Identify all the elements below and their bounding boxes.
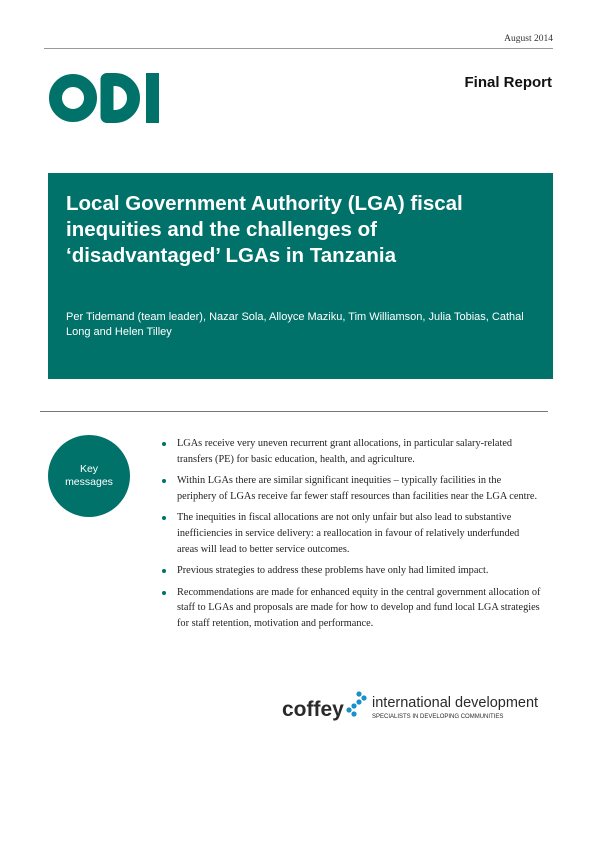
- key-messages-label-line1: Key: [79, 463, 99, 475]
- coffey-symbol-icon: [346, 691, 366, 716]
- key-message-item: [161, 436, 541, 467]
- report-title: Local Government Authority (LGA) fiscal inequities and the challenges of ‘disadvantaged’ LGAs in Tanzania: [66, 192, 463, 267]
- coffey-division: international development: [372, 695, 539, 711]
- key-message-item: [161, 585, 541, 632]
- top-divider: [44, 48, 553, 49]
- key-message-item: [161, 473, 541, 504]
- bullet-icon: [162, 516, 166, 520]
- key-message-item: [161, 563, 541, 579]
- key-messages-list: [161, 436, 541, 638]
- bullet-icon: [162, 591, 166, 595]
- bullet-icon: [162, 479, 166, 483]
- key-message-text: Previous strategies to address these problems have only had limited impact.: [177, 565, 489, 577]
- bullet-icon: [162, 442, 166, 446]
- odi-logo: [49, 72, 164, 124]
- key-message-text: LGAs receive very uneven recurrent grant allocations, in particular salary-related transfers (PE) for basic education, health, and agriculture.: [177, 438, 513, 465]
- bullet-icon: [162, 569, 166, 573]
- key-message-item: [161, 510, 541, 557]
- section-divider: [40, 411, 548, 412]
- key-message-text: Within LGAs there are similar significant inequities – typically facilities in the periphery of LGAs receive far fewer staff resources than facilities near the LGA centre.: [177, 475, 538, 502]
- key-messages-badge: [48, 435, 130, 517]
- coffey-wordmark: coffey: [282, 698, 344, 721]
- title-banner: [48, 173, 553, 379]
- coffey-logo: [282, 688, 544, 724]
- coffey-tagline: SPECIALISTS IN DEVELOPING COMMUNITIES: [372, 714, 504, 720]
- report-type-label: Final Report: [464, 74, 552, 91]
- key-message-text: The inequities in fiscal allocations are not only unfair but also lead to substantive inefficiencies in service delivery: a reallocation in favour of relatively underfunded areas will lead to better service outcomes.: [177, 512, 520, 555]
- report-date: August 2014: [504, 34, 553, 44]
- key-message-text: Recommendations are made for enhanced equity in the central government allocation of staff to LGAs and proposals are made for how to develop and fund local LGA strategies for staff retention, motivation and performance.: [177, 586, 541, 629]
- key-messages-label-line2: messages: [65, 476, 113, 488]
- report-authors: Per Tidemand (team leader), Nazar Sola, Alloyce Maziku, Tim Williamson, Julia Tobias, Cathal Long and Helen Tilley: [66, 311, 524, 338]
